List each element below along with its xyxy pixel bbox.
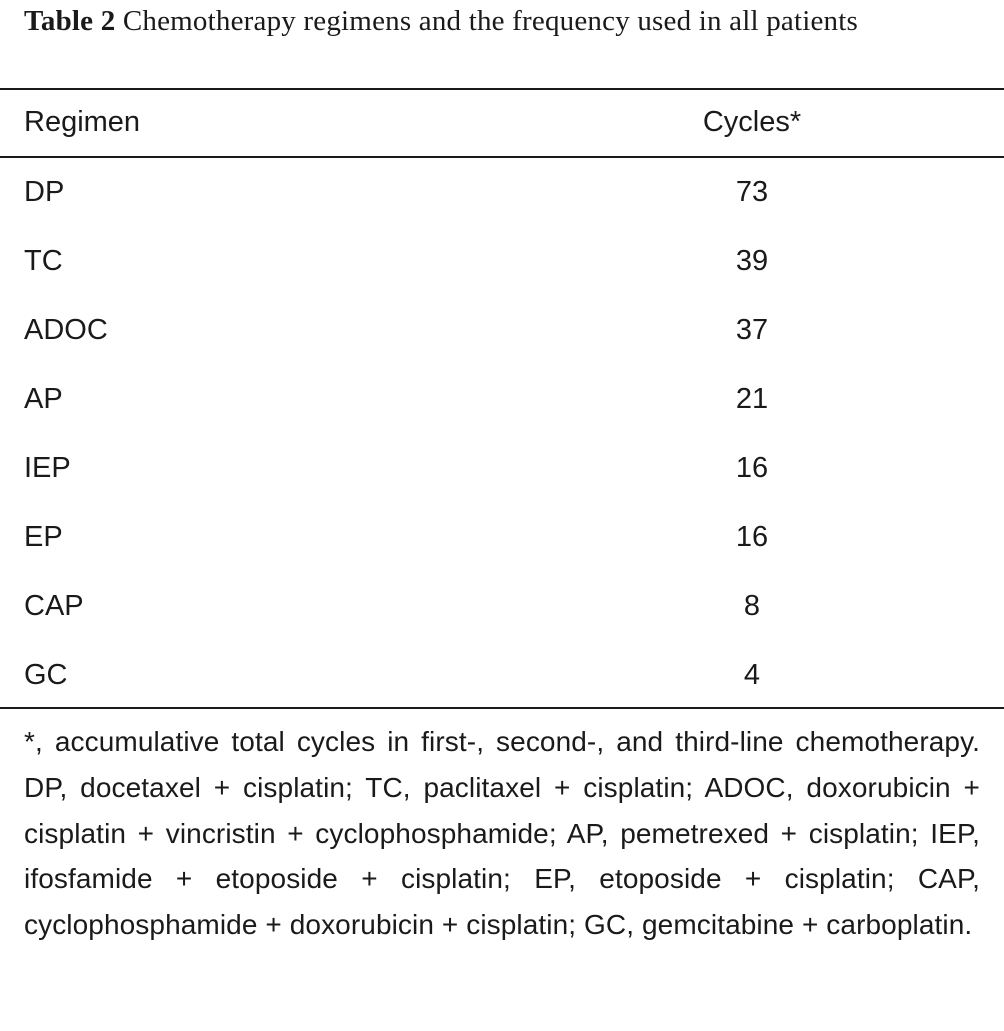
table-row [0, 588, 1004, 624]
regimen-cell: ADOC [24, 314, 108, 346]
cycles-cell: 73 [735, 176, 769, 208]
cycles-cell: 37 [735, 314, 769, 346]
cycles-cell: 39 [735, 245, 769, 277]
table-row [0, 657, 1004, 693]
table-caption-label: Table 2 [24, 5, 116, 37]
regimen-cell: EP [24, 521, 63, 553]
regimen-cell: GC [24, 659, 68, 691]
regimen-cell: IEP [24, 452, 71, 484]
table-footnote: *, accumulative total cycles in first-, second-, and third-line chemotherapy. DP, docetaxel + cisplatin; TC, paclitaxel + cisplatin; ADOC, doxorubicin + cisplatin + vincristin + cyclophosphamide; AP, pemetrexed + cisplatin; IEP, ifosfamide + etoposide + cisplatin; EP, etoposide + cisplatin; CAP, cyclophosphamide + doxorubicin + cisplatin; GC, gemcitabine + carboplatin. [24, 726, 980, 941]
table-row [0, 312, 1004, 348]
table-row [0, 450, 1004, 486]
table-bottom-rule [0, 707, 1004, 709]
column-header-cycles: Cycles* [702, 106, 802, 138]
table-header-rule [0, 156, 1004, 158]
cycles-cell: 8 [743, 590, 761, 622]
table-row [0, 519, 1004, 555]
table-row [0, 381, 1004, 417]
table-top-rule [0, 88, 1004, 90]
column-header-regimen: Regimen [24, 106, 141, 138]
cycles-cell: 16 [735, 452, 769, 484]
regimen-cell: AP [24, 383, 63, 415]
cycles-cell: 4 [743, 659, 761, 691]
regimen-cell: TC [24, 245, 63, 277]
cycles-cell: 21 [735, 383, 769, 415]
regimen-cell: DP [24, 176, 65, 208]
table-caption-text: Chemotherapy regimens and the frequency used in all patients [122, 5, 859, 37]
table-row [0, 243, 1004, 279]
cycles-cell: 16 [735, 521, 769, 553]
regimen-cell: CAP [24, 590, 84, 622]
table-caption [24, 0, 980, 43]
table-row [0, 174, 1004, 210]
